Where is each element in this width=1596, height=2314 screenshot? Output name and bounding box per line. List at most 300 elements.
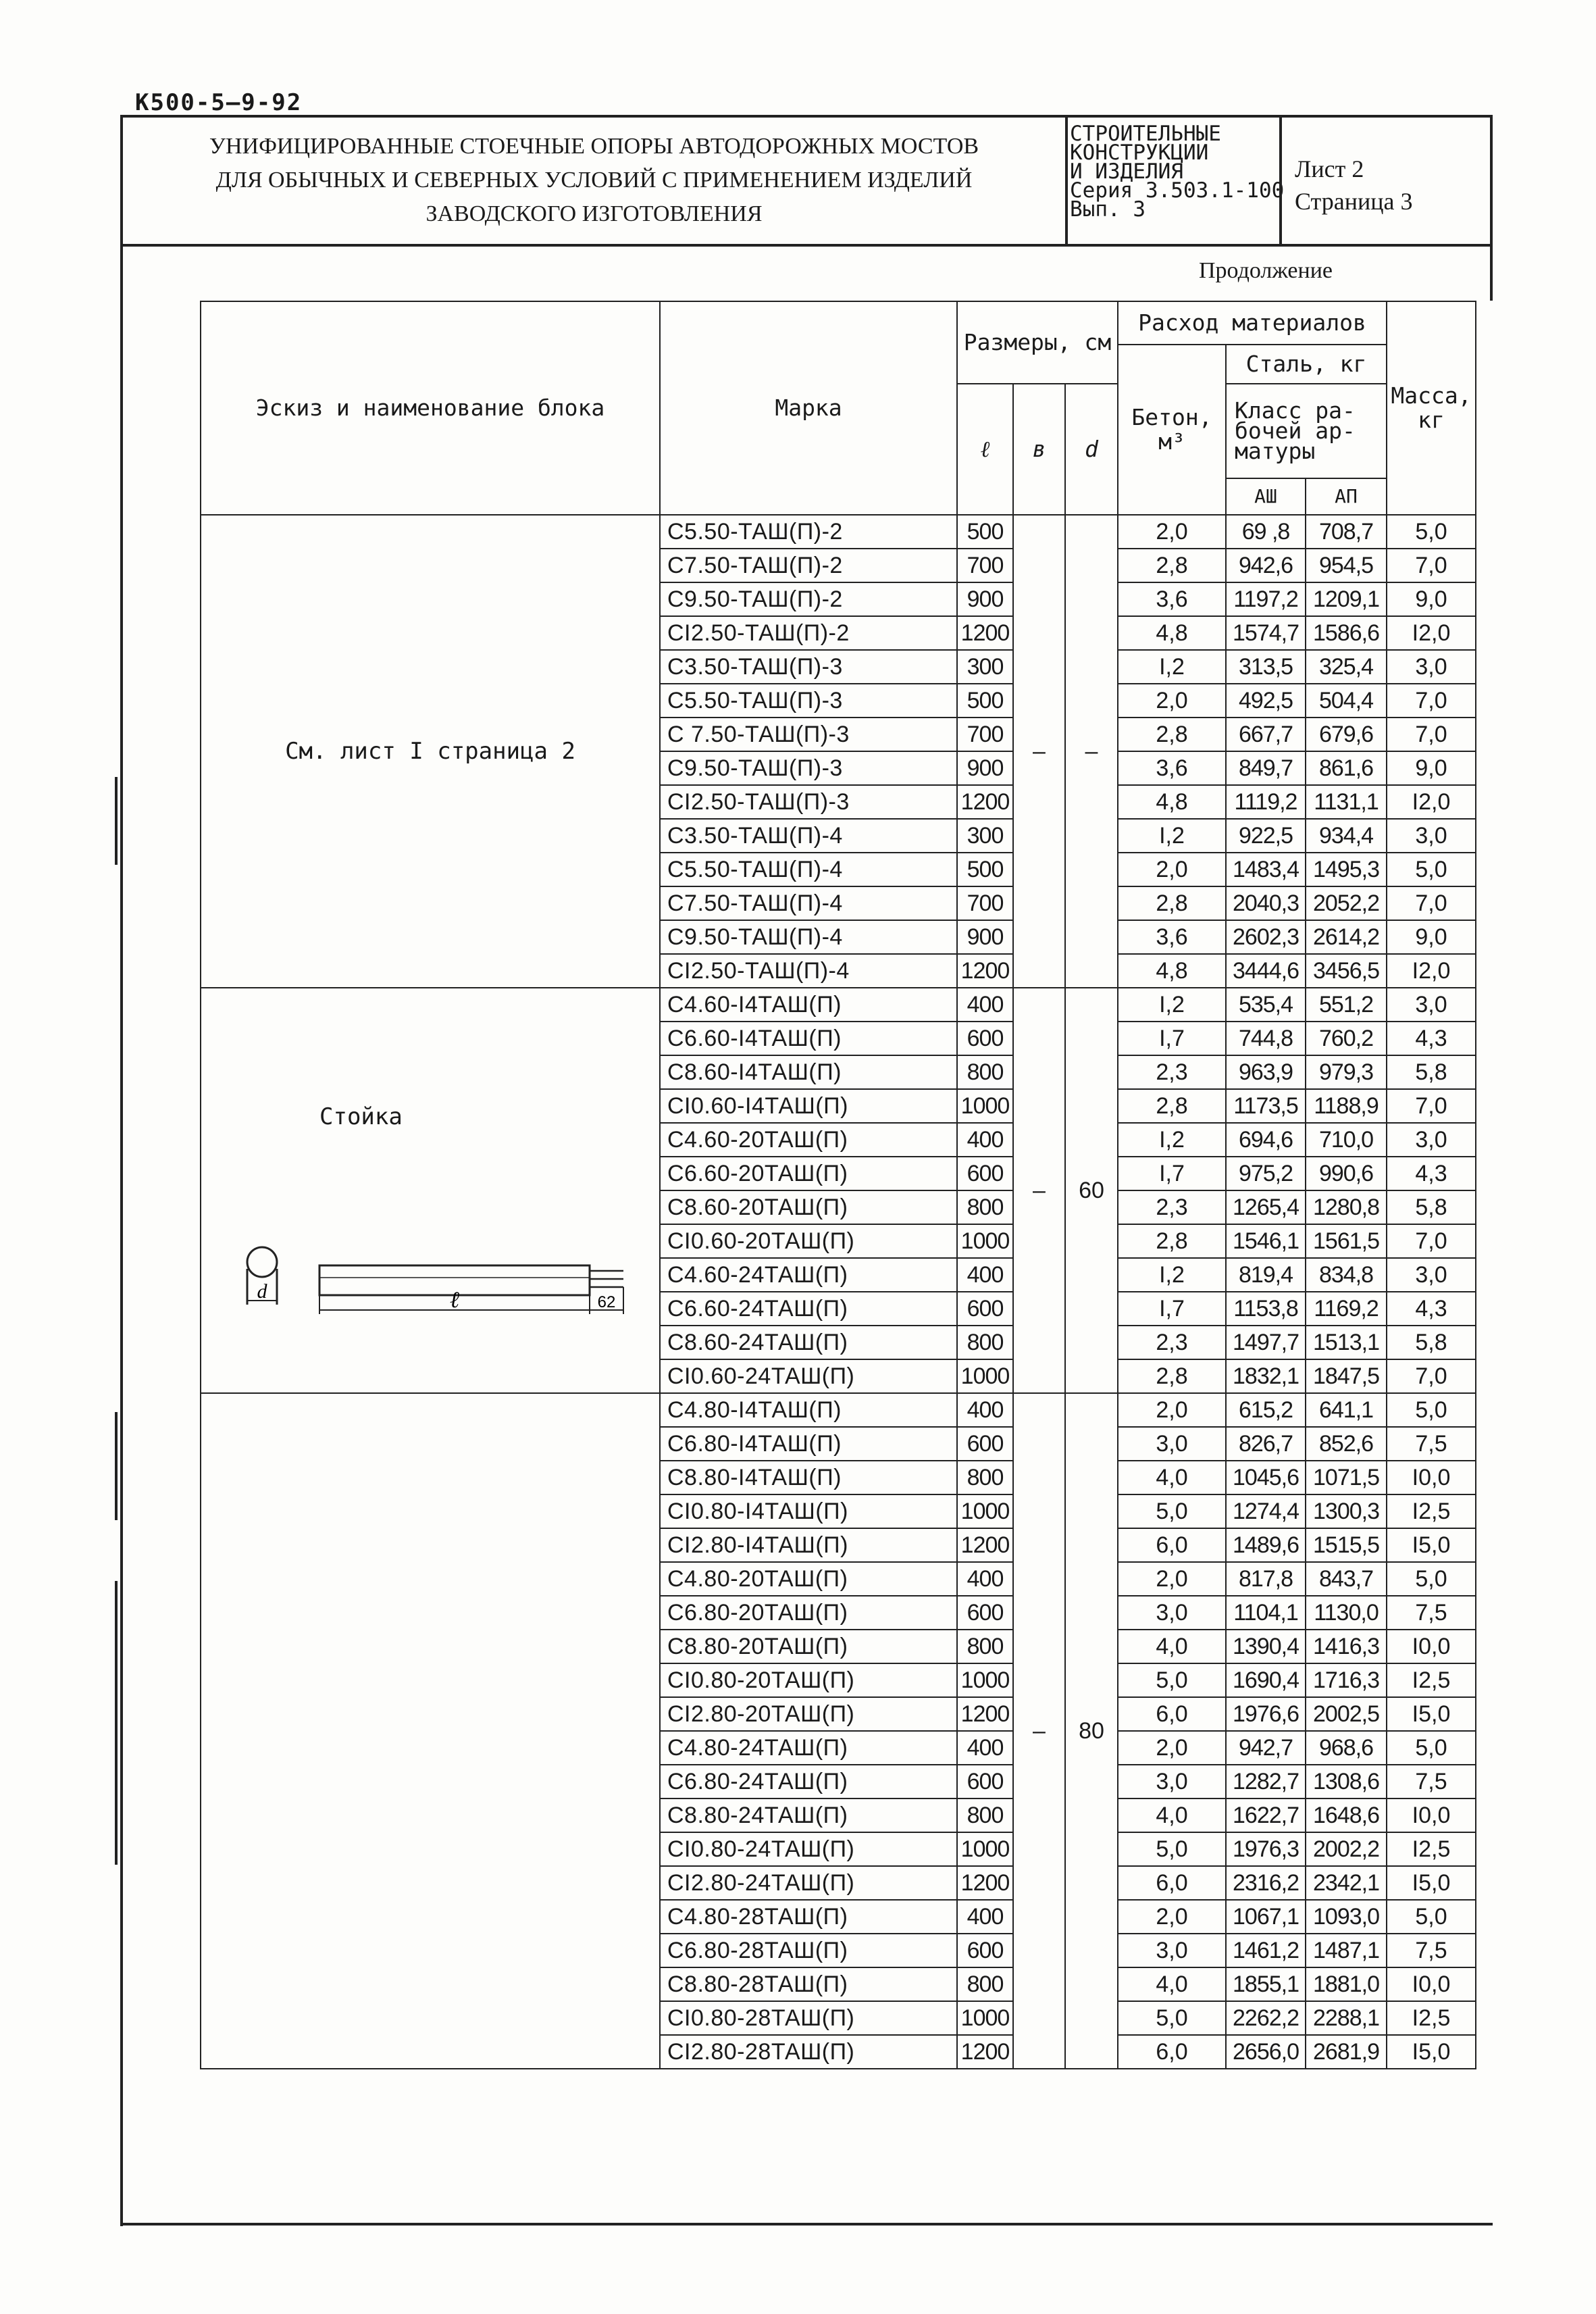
col-a3-header: АШ: [1226, 478, 1306, 515]
mass-cell: I0,0: [1387, 1461, 1476, 1494]
concrete-cell: I,2: [1118, 819, 1226, 853]
col-sizes-header: Размеры, см: [957, 301, 1118, 384]
mark-cell: С9.50-ТАШ(П)-2: [660, 582, 957, 616]
col-sketch-header: Эскиз и наименование блока: [201, 301, 660, 515]
margin-tick: [115, 777, 118, 865]
series-line: СТРОИТЕЛЬНЫЕ: [1070, 122, 1221, 146]
length-cell: 800: [957, 1799, 1013, 1832]
mark-cell: СI0.80-28ТАШ(П): [660, 2001, 957, 2035]
length-cell: 1200: [957, 1866, 1013, 1900]
margin-tick: [115, 1412, 118, 1520]
steel-a2-cell: 1881,0: [1306, 1967, 1387, 2001]
document-code: К500-5—9-92: [135, 89, 303, 116]
steel-a3-cell: 1690,4: [1226, 1663, 1306, 1697]
steel-a3-cell: 1265,4: [1226, 1190, 1306, 1224]
concrete-cell: I,7: [1118, 1022, 1226, 1055]
mass-cell: 7,0: [1387, 1224, 1476, 1258]
mark-cell: С8.60-24ТАШ(П): [660, 1326, 957, 1359]
length-cell: 700: [957, 886, 1013, 920]
steel-a3-cell: 1622,7: [1226, 1799, 1306, 1832]
steel-a3-cell: 1546,1: [1226, 1224, 1306, 1258]
length-cell: 1000: [957, 1224, 1013, 1258]
frame-right-border: [1490, 247, 1493, 301]
mass-cell: I5,0: [1387, 2035, 1476, 2069]
frame-left-border: [120, 247, 123, 2226]
concrete-cell: 2,0: [1118, 853, 1226, 886]
steel-a3-cell: 963,9: [1226, 1055, 1306, 1089]
title-divider: [1279, 118, 1282, 244]
steel-a2-cell: 1648,6: [1306, 1799, 1387, 1832]
mark-cell: С5.50-ТАШ(П)-3: [660, 684, 957, 718]
mass-cell: 9,0: [1387, 920, 1476, 954]
steel-a2-cell: 1209,1: [1306, 582, 1387, 616]
mass-cell: I5,0: [1387, 1866, 1476, 1900]
mass-cell: 5,0: [1387, 515, 1476, 549]
mass-cell: 5,0: [1387, 1393, 1476, 1427]
mark-cell: С4.80-I4ТАШ(П): [660, 1393, 957, 1427]
block-sketch-area: [201, 988, 659, 1367]
steel-a3-cell: 922,5: [1226, 819, 1306, 853]
mark-cell: СI2.80-20ТАШ(П): [660, 1697, 957, 1731]
steel-a3-cell: 492,5: [1226, 684, 1306, 718]
steel-a2-cell: 934,4: [1306, 819, 1387, 853]
concrete-cell: 4,0: [1118, 1630, 1226, 1663]
frame-bottom-border: [120, 2223, 1493, 2225]
length-cell: 800: [957, 1461, 1013, 1494]
mark-cell: СI0.80-I4ТАШ(П): [660, 1494, 957, 1528]
mass-cell: 7,0: [1387, 684, 1476, 718]
concrete-cell: 3,0: [1118, 1934, 1226, 1967]
mass-cell: 3,0: [1387, 1123, 1476, 1157]
length-cell: 600: [957, 1022, 1013, 1055]
steel-a3-cell: 3444,6: [1226, 954, 1306, 988]
steel-a2-cell: 3456,5: [1306, 954, 1387, 988]
length-cell: 900: [957, 920, 1013, 954]
length-cell: 700: [957, 718, 1013, 751]
col-materials-header: Расход материалов: [1118, 301, 1387, 345]
concrete-cell: I,2: [1118, 988, 1226, 1022]
length-cell: 800: [957, 1055, 1013, 1089]
sketch-dimension-d: d: [257, 1280, 267, 1303]
concrete-cell: 5,0: [1118, 1832, 1226, 1866]
mass-cell: I2,0: [1387, 616, 1476, 650]
mark-cell: С6.60-24ТАШ(П): [660, 1292, 957, 1326]
concrete-cell: 2,8: [1118, 886, 1226, 920]
mark-cell: С8.80-I4ТАШ(П): [660, 1461, 957, 1494]
steel-a2-cell: 1280,8: [1306, 1190, 1387, 1224]
length-cell: 800: [957, 1630, 1013, 1663]
length-cell: 1200: [957, 1697, 1013, 1731]
mass-cell: I2,5: [1387, 2001, 1476, 2035]
concrete-cell: 4,0: [1118, 1799, 1226, 1832]
col-l-header: ℓ: [957, 384, 1013, 515]
mark-cell: СI2.80-24ТАШ(П): [660, 1866, 957, 1900]
concrete-cell: 2,0: [1118, 515, 1226, 549]
mass-cell: 3,0: [1387, 650, 1476, 684]
mark-cell: С6.60-I4ТАШ(П): [660, 1022, 957, 1055]
length-cell: 300: [957, 650, 1013, 684]
steel-a3-cell: 535,4: [1226, 988, 1306, 1022]
mass-cell: 4,3: [1387, 1022, 1476, 1055]
mark-cell: С9.50-ТАШ(П)-3: [660, 751, 957, 785]
concrete-cell: 5,0: [1118, 2001, 1226, 2035]
length-cell: 600: [957, 1765, 1013, 1799]
steel-a3-cell: 1461,2: [1226, 1934, 1306, 1967]
sheet-number: Лист 2: [1295, 155, 1364, 182]
length-cell: 1200: [957, 616, 1013, 650]
series-line: КОНСТРУКЦИИ: [1070, 141, 1209, 165]
steel-a3-cell: 1832,1: [1226, 1359, 1306, 1393]
steel-a3-cell: 1390,4: [1226, 1630, 1306, 1663]
length-cell: 400: [957, 1562, 1013, 1596]
title-line: УНИФИЦИРОВАННЫЕ СТОЕЧНЫЕ ОПОРЫ АВТОДОРОЖНЫХ МОСТОВ: [209, 134, 979, 159]
sheet-info: [1295, 153, 1412, 218]
width-cell: –: [1013, 988, 1065, 1393]
mark-cell: С 7.50-ТАШ(П)-3: [660, 718, 957, 751]
steel-a2-cell: 1131,1: [1306, 785, 1387, 819]
mass-cell: I5,0: [1387, 1697, 1476, 1731]
document-title: [123, 130, 1065, 231]
mark-cell: С6.60-20ТАШ(П): [660, 1157, 957, 1190]
steel-a3-cell: 1119,2: [1226, 785, 1306, 819]
mark-cell: С5.50-ТАШ(П)-2: [660, 515, 957, 549]
steel-a2-cell: 1847,5: [1306, 1359, 1387, 1393]
steel-a2-cell: 979,3: [1306, 1055, 1387, 1089]
steel-a2-cell: 1300,3: [1306, 1494, 1387, 1528]
steel-a2-cell: 1561,5: [1306, 1224, 1387, 1258]
mass-cell: 7,0: [1387, 718, 1476, 751]
steel-a3-cell: 2040,3: [1226, 886, 1306, 920]
concrete-cell: 6,0: [1118, 1866, 1226, 1900]
steel-a2-cell: 954,5: [1306, 549, 1387, 582]
table-row: [201, 515, 1476, 549]
col-steel-header: Сталь, кг: [1226, 345, 1387, 384]
steel-a2-cell: 2052,2: [1306, 886, 1387, 920]
mark-cell: СI2.80-28ТАШ(П): [660, 2035, 957, 2069]
mark-cell: СI0.60-I4ТАШ(П): [660, 1089, 957, 1123]
concrete-cell: I,2: [1118, 1258, 1226, 1292]
block-name-cell: [201, 988, 660, 1393]
length-cell: 400: [957, 1393, 1013, 1427]
steel-a2-cell: 1716,3: [1306, 1663, 1387, 1697]
mass-cell: 7,0: [1387, 549, 1476, 582]
length-cell: 500: [957, 684, 1013, 718]
concrete-cell: 3,0: [1118, 1427, 1226, 1461]
steel-a3-cell: 2316,2: [1226, 1866, 1306, 1900]
mark-cell: С7.50-ТАШ(П)-2: [660, 549, 957, 582]
mark-cell: СI2.50-ТАШ(П)-4: [660, 954, 957, 988]
steel-a3-cell: 819,4: [1226, 1258, 1306, 1292]
steel-a3-cell: 1489,6: [1226, 1528, 1306, 1562]
concrete-cell: 2,3: [1118, 1055, 1226, 1089]
mass-cell: 9,0: [1387, 582, 1476, 616]
mark-cell: С4.80-28ТАШ(П): [660, 1900, 957, 1934]
block-name-cell: [201, 515, 660, 988]
steel-a3-cell: 1197,2: [1226, 582, 1306, 616]
length-cell: 800: [957, 1967, 1013, 2001]
block-name-label: Стойка: [319, 1103, 403, 1130]
concrete-cell: I,2: [1118, 1123, 1226, 1157]
title-divider: [1065, 118, 1068, 244]
mass-cell: 5,8: [1387, 1055, 1476, 1089]
steel-a3-cell: 744,8: [1226, 1022, 1306, 1055]
steel-a2-cell: 1416,3: [1306, 1630, 1387, 1663]
concrete-cell: 2,8: [1118, 549, 1226, 582]
steel-a3-cell: 1173,5: [1226, 1089, 1306, 1123]
steel-a2-cell: 1586,6: [1306, 616, 1387, 650]
steel-a3-cell: 2262,2: [1226, 2001, 1306, 2035]
mass-cell: 5,0: [1387, 1900, 1476, 1934]
mass-cell: I2,5: [1387, 1663, 1476, 1697]
steel-a2-cell: 551,2: [1306, 988, 1387, 1022]
table-row: [201, 988, 1476, 1022]
table-body: [201, 515, 1476, 2069]
concrete-cell: 2,0: [1118, 1393, 1226, 1427]
mass-cell: I5,0: [1387, 1528, 1476, 1562]
length-cell: 900: [957, 582, 1013, 616]
steel-a3-cell: 69 ,8: [1226, 515, 1306, 549]
steel-a3-cell: 849,7: [1226, 751, 1306, 785]
mark-cell: СI0.80-20ТАШ(П): [660, 1663, 957, 1697]
steel-a2-cell: 861,6: [1306, 751, 1387, 785]
steel-a2-cell: 641,1: [1306, 1393, 1387, 1427]
mark-cell: С3.50-ТАШ(П)-4: [660, 819, 957, 853]
length-cell: 300: [957, 819, 1013, 853]
concrete-cell: 4,8: [1118, 616, 1226, 650]
concrete-cell: I,7: [1118, 1157, 1226, 1190]
mark-cell: СI2.50-ТАШ(П)-3: [660, 785, 957, 819]
mass-cell: I2,0: [1387, 954, 1476, 988]
steel-a2-cell: 990,6: [1306, 1157, 1387, 1190]
length-cell: 500: [957, 515, 1013, 549]
col-mass-header: Масса, кг: [1387, 301, 1476, 515]
length-cell: 1200: [957, 2035, 1013, 2069]
steel-a2-cell: 843,7: [1306, 1562, 1387, 1596]
sketch-dimension-62: 62: [597, 1293, 616, 1311]
steel-a2-cell: 1495,3: [1306, 853, 1387, 886]
mass-cell: 4,3: [1387, 1157, 1476, 1190]
concrete-cell: 2,0: [1118, 1900, 1226, 1934]
mass-cell: 4,3: [1387, 1292, 1476, 1326]
mark-cell: С8.60-20ТАШ(П): [660, 1190, 957, 1224]
steel-a2-cell: 710,0: [1306, 1123, 1387, 1157]
length-cell: 1000: [957, 1089, 1013, 1123]
mass-cell: 7,5: [1387, 1934, 1476, 1967]
steel-a3-cell: 1855,1: [1226, 1967, 1306, 2001]
mass-cell: 3,0: [1387, 1258, 1476, 1292]
diameter-cell: –: [1065, 515, 1118, 988]
steel-a3-cell: 817,8: [1226, 1562, 1306, 1596]
length-cell: 600: [957, 1934, 1013, 1967]
steel-a3-cell: 975,2: [1226, 1157, 1306, 1190]
steel-a2-cell: 708,7: [1306, 515, 1387, 549]
concrete-cell: 2,0: [1118, 1562, 1226, 1596]
steel-a3-cell: 942,6: [1226, 549, 1306, 582]
length-cell: 1200: [957, 1528, 1013, 1562]
length-cell: 400: [957, 988, 1013, 1022]
mass-cell: I2,5: [1387, 1832, 1476, 1866]
mass-cell: 5,0: [1387, 1731, 1476, 1765]
concrete-cell: 3,6: [1118, 751, 1226, 785]
width-cell: –: [1013, 1393, 1065, 2069]
mass-cell: I0,0: [1387, 1799, 1476, 1832]
steel-a2-cell: 968,6: [1306, 1731, 1387, 1765]
mark-cell: С6.80-20ТАШ(П): [660, 1596, 957, 1630]
length-cell: 1000: [957, 1494, 1013, 1528]
concrete-cell: 5,0: [1118, 1663, 1226, 1697]
length-cell: 400: [957, 1123, 1013, 1157]
mark-cell: С8.60-I4ТАШ(П): [660, 1055, 957, 1089]
steel-a3-cell: 1497,7: [1226, 1326, 1306, 1359]
mass-cell: I2,0: [1387, 785, 1476, 819]
mass-cell: 5,8: [1387, 1326, 1476, 1359]
mass-cell: 7,0: [1387, 886, 1476, 920]
concrete-cell: 2,0: [1118, 1731, 1226, 1765]
mass-cell: 7,5: [1387, 1765, 1476, 1799]
concrete-cell: 4,8: [1118, 954, 1226, 988]
steel-a3-cell: 1067,1: [1226, 1900, 1306, 1934]
steel-a2-cell: 1169,2: [1306, 1292, 1387, 1326]
col-class-header: Класс ра- бочей ар- матуры: [1226, 384, 1387, 478]
continuation-label: Продолжение: [1199, 258, 1333, 283]
length-cell: 400: [957, 1731, 1013, 1765]
mass-cell: 7,5: [1387, 1596, 1476, 1630]
mass-cell: 3,0: [1387, 819, 1476, 853]
series-line: И ИЗДЕЛИЯ: [1070, 159, 1183, 184]
series-line: Серия 3.503.1-100: [1070, 178, 1285, 203]
block-reference-label: См. лист I страница 2: [285, 738, 575, 765]
steel-a2-cell: 1093,0: [1306, 1900, 1387, 1934]
length-cell: 600: [957, 1292, 1013, 1326]
block-name-cell: [201, 1393, 660, 2069]
concrete-cell: I,2: [1118, 650, 1226, 684]
steel-a3-cell: 1153,8: [1226, 1292, 1306, 1326]
steel-a3-cell: 1976,3: [1226, 1832, 1306, 1866]
mass-cell: 7,5: [1387, 1427, 1476, 1461]
length-cell: 1200: [957, 785, 1013, 819]
concrete-cell: 4,0: [1118, 1461, 1226, 1494]
steel-a2-cell: 1188,9: [1306, 1089, 1387, 1123]
mark-cell: С6.80-24ТАШ(П): [660, 1765, 957, 1799]
concrete-cell: 4,0: [1118, 1967, 1226, 2001]
mark-cell: С8.80-20ТАШ(П): [660, 1630, 957, 1663]
length-cell: 400: [957, 1900, 1013, 1934]
length-cell: 1000: [957, 1832, 1013, 1866]
col-b-header: в: [1013, 384, 1065, 515]
mark-cell: СI0.60-20ТАШ(П): [660, 1224, 957, 1258]
length-cell: 1000: [957, 1663, 1013, 1697]
concrete-cell: I,7: [1118, 1292, 1226, 1326]
mark-cell: С6.80-28ТАШ(П): [660, 1934, 957, 1967]
steel-a3-cell: 2656,0: [1226, 2035, 1306, 2069]
steel-a2-cell: 2002,2: [1306, 1832, 1387, 1866]
mark-cell: С4.60-20ТАШ(П): [660, 1123, 957, 1157]
width-cell: –: [1013, 515, 1065, 988]
steel-a2-cell: 1513,1: [1306, 1326, 1387, 1359]
concrete-cell: 2,8: [1118, 1359, 1226, 1393]
concrete-cell: 3,0: [1118, 1765, 1226, 1799]
title-line: ЗАВОДСКОГО ИЗГОТОВЛЕНИЯ: [426, 201, 763, 226]
title-block: [120, 115, 1493, 247]
steel-a3-cell: 1282,7: [1226, 1765, 1306, 1799]
mass-cell: 5,8: [1387, 1190, 1476, 1224]
steel-a2-cell: 1308,6: [1306, 1765, 1387, 1799]
concrete-cell: 2,3: [1118, 1326, 1226, 1359]
mass-cell: 9,0: [1387, 751, 1476, 785]
steel-a3-cell: 1483,4: [1226, 853, 1306, 886]
mark-cell: С4.60-24ТАШ(П): [660, 1258, 957, 1292]
margin-tick: [115, 1581, 118, 1865]
concrete-cell: 2,8: [1118, 1089, 1226, 1123]
mark-cell: С4.60-I4ТАШ(П): [660, 988, 957, 1022]
concrete-cell: 6,0: [1118, 2035, 1226, 2069]
blocks-table: [200, 301, 1476, 2069]
mass-cell: 3,0: [1387, 988, 1476, 1022]
mark-cell: С7.50-ТАШ(П)-4: [660, 886, 957, 920]
steel-a3-cell: 1274,4: [1226, 1494, 1306, 1528]
col-concrete-header: Бетон, м³: [1118, 345, 1226, 515]
steel-a3-cell: 1574,7: [1226, 616, 1306, 650]
steel-a3-cell: 826,7: [1226, 1427, 1306, 1461]
mark-cell: СI2.80-I4ТАШ(П): [660, 1528, 957, 1562]
concrete-cell: 3,6: [1118, 582, 1226, 616]
concrete-cell: 2,8: [1118, 1224, 1226, 1258]
concrete-cell: 2,8: [1118, 718, 1226, 751]
steel-a2-cell: 852,6: [1306, 1427, 1387, 1461]
mass-cell: 5,0: [1387, 853, 1476, 886]
mark-cell: С9.50-ТАШ(П)-4: [660, 920, 957, 954]
mark-cell: СI0.60-24ТАШ(П): [660, 1359, 957, 1393]
length-cell: 500: [957, 853, 1013, 886]
col-d-header: d: [1065, 384, 1118, 515]
steel-a2-cell: 679,6: [1306, 718, 1387, 751]
mass-cell: 5,0: [1387, 1562, 1476, 1596]
length-cell: 1000: [957, 1359, 1013, 1393]
steel-a2-cell: 2002,5: [1306, 1697, 1387, 1731]
diameter-cell: 60: [1065, 988, 1118, 1393]
mass-cell: I0,0: [1387, 1630, 1476, 1663]
steel-a2-cell: 2681,9: [1306, 2035, 1387, 2069]
mark-cell: С4.80-20ТАШ(П): [660, 1562, 957, 1596]
length-cell: 700: [957, 549, 1013, 582]
steel-a2-cell: 834,8: [1306, 1258, 1387, 1292]
length-cell: 1000: [957, 2001, 1013, 2035]
steel-a2-cell: 2342,1: [1306, 1866, 1387, 1900]
steel-a3-cell: 667,7: [1226, 718, 1306, 751]
steel-a2-cell: 1130,0: [1306, 1596, 1387, 1630]
concrete-cell: 6,0: [1118, 1697, 1226, 1731]
concrete-cell: 6,0: [1118, 1528, 1226, 1562]
steel-a3-cell: 1104,1: [1226, 1596, 1306, 1630]
steel-a3-cell: 942,7: [1226, 1731, 1306, 1765]
length-cell: 600: [957, 1157, 1013, 1190]
mark-cell: СI2.50-ТАШ(П)-2: [660, 616, 957, 650]
steel-a2-cell: 1515,5: [1306, 1528, 1387, 1562]
length-cell: 1200: [957, 954, 1013, 988]
mass-cell: 7,0: [1387, 1359, 1476, 1393]
concrete-cell: 2,0: [1118, 684, 1226, 718]
steel-a2-cell: 760,2: [1306, 1022, 1387, 1055]
steel-a3-cell: 313,5: [1226, 650, 1306, 684]
table-row: [201, 1393, 1476, 1427]
mark-cell: С8.80-24ТАШ(П): [660, 1799, 957, 1832]
mark-cell: СI0.80-24ТАШ(П): [660, 1832, 957, 1866]
steel-a3-cell: 615,2: [1226, 1393, 1306, 1427]
length-cell: 600: [957, 1427, 1013, 1461]
series-line: Вып. 3: [1070, 197, 1145, 222]
col-mark-header: Марка: [660, 301, 957, 515]
steel-a3-cell: 694,6: [1226, 1123, 1306, 1157]
